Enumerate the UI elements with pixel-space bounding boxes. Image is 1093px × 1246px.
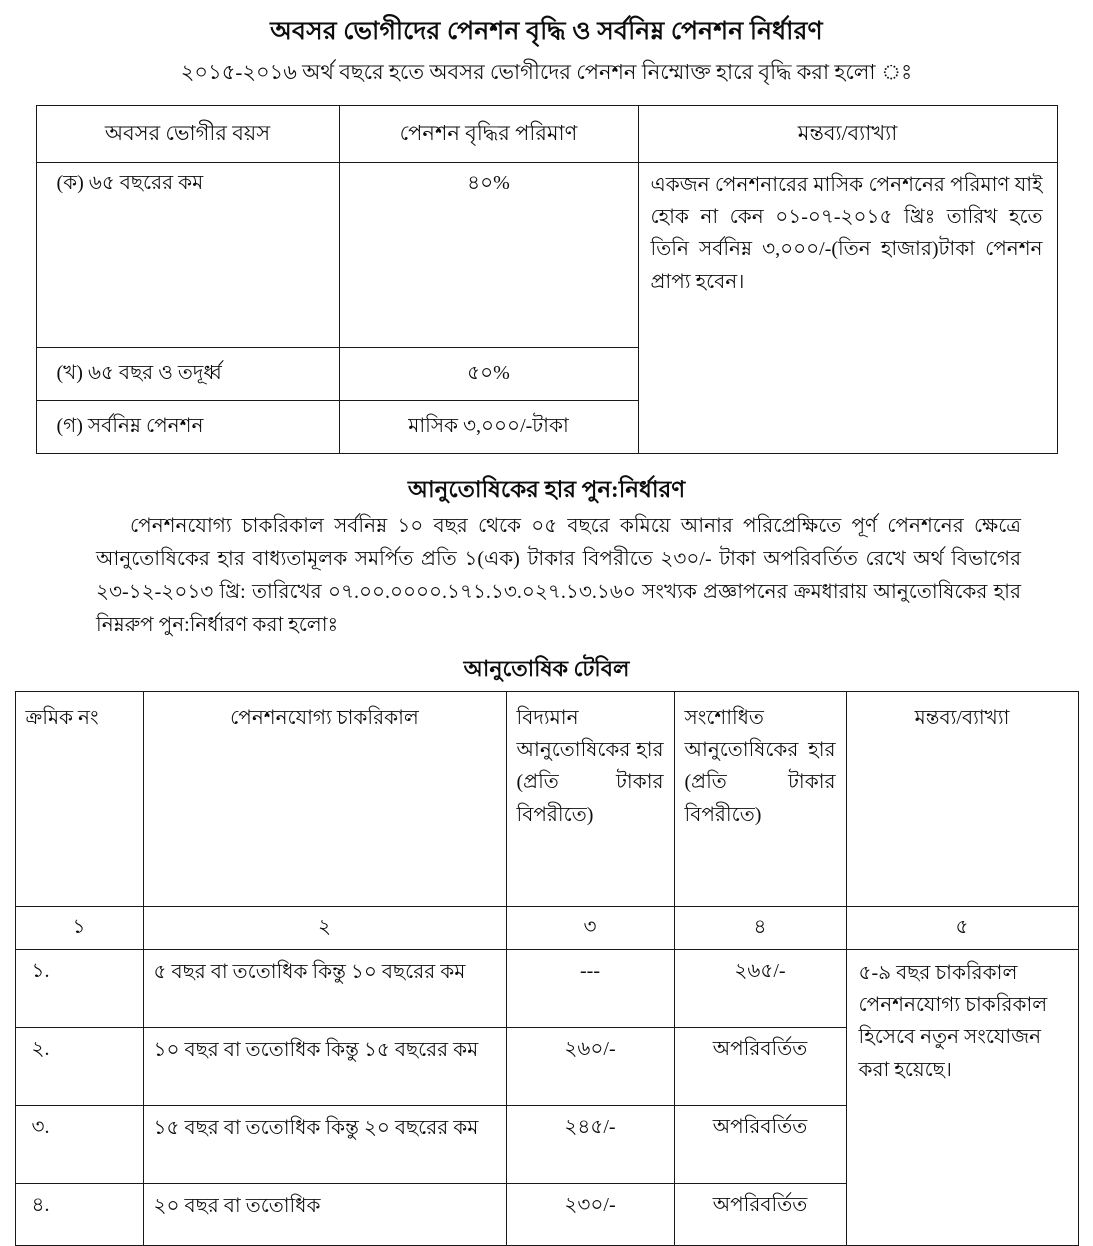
column-header-service: পেনশনযোগ্য চাকরিকাল: [143, 691, 506, 906]
column-number-2: ২: [143, 906, 506, 949]
cell-existing-3: ২৪৫/-: [506, 1105, 674, 1183]
column-header-existing-rate: বিদ্যমান আনুতোষিকের হার (প্রতি টাকার বিপরীতে): [506, 691, 674, 906]
gratuity-table-heading: আনুতোষিক টেবিল: [463, 656, 630, 682]
cell-service-4: ২০ বছর বা ততোধিক: [143, 1183, 506, 1245]
document-page: [0, 16, 1093, 1217]
column-header-increase: পেনশন বৃদ্ধির পরিমাণ: [339, 105, 638, 162]
cell-remarks-note: ৫-৯ বছর চাকরিকাল পেনশনযোগ্য চাকরিকাল হিসেবে নতুন সংযোজন করা হয়েছে।: [846, 949, 1078, 1245]
cell-age-ga: (গ) সর্বনিম্ন পেনশন: [36, 400, 339, 453]
cell-existing-2: ২৬০/-: [506, 1027, 674, 1105]
column-number-3: ৩: [506, 906, 674, 949]
cell-increase-ka: ৪০%: [339, 162, 638, 347]
cell-existing-1: ---: [506, 949, 674, 1027]
pension-increase-table: [36, 105, 1058, 454]
column-number-5: ৫: [846, 906, 1078, 949]
gratuity-section-heading: আনুতোষিকের হার পুন:নির্ধারণ: [407, 476, 686, 502]
table-header-row: [36, 105, 1057, 162]
cell-serial-2: ২.: [15, 1027, 143, 1105]
cell-service-3: ১৫ বছর বা ততোধিক কিন্তু ২০ বছরের কম: [143, 1105, 506, 1183]
column-header-revised-rate: সংশোধিত আনুতোষিকের হার (প্রতি টাকার বিপরীতে): [674, 691, 846, 906]
column-header-age: অবসর ভোগীর বয়স: [36, 105, 339, 162]
table-row: [36, 162, 1057, 347]
cell-service-2: ১০ বছর বা ততোধিক কিন্তু ১৫ বছরের কম: [143, 1027, 506, 1105]
column-number-4: ৪: [674, 906, 846, 949]
page-title: অবসর ভোগীদের পেনশন বৃদ্ধি ও সর্বনিম্ন পেনশন নির্ধারণ: [270, 18, 823, 45]
column-header-serial: ক্রমিক নং: [15, 691, 143, 906]
cell-revised-3: অপরিবর্তিত: [674, 1105, 846, 1183]
cell-remarks-minimum-pension: একজন পেনশনারের মাসিক পেনশনের পরিমাণ যাই হোক না কেন ০১-০৭-২০১৫ খ্রিঃ তারিখ হতে তিনি সর্বনিম্ন ৩,০০০/-(তিন হাজার)টাকা পেনশন প্রাপ্য হবেন।: [638, 162, 1057, 453]
cell-serial-1: ১.: [15, 949, 143, 1027]
cell-age-kha: (খ) ৬৫ বছর ও তদূর্ধ্ব: [36, 347, 339, 400]
document-subtitle: ২০১৫-২০১৬ অর্থ বছরে হতে অবসর ভোগীদের পেনশন নিম্মোক্ত হারে বৃদ্ধি করা হলো ঃ: [180, 60, 913, 85]
cell-existing-4: ২৩০/-: [506, 1183, 674, 1245]
cell-age-ka: (ক) ৬৫ বছরের কম: [36, 162, 339, 347]
cell-service-1: ৫ বছর বা ততোধিক কিন্তু ১০ বছরের কম: [143, 949, 506, 1027]
table-row: [15, 949, 1078, 1027]
cell-serial-4: ৪.: [15, 1183, 143, 1245]
cell-revised-1: ২৬৫/-: [674, 949, 846, 1027]
cell-revised-2: অপরিবর্তিত: [674, 1027, 846, 1105]
gratuity-table: [15, 691, 1079, 1246]
cell-increase-ga: মাসিক ৩,০০০/-টাকা: [339, 400, 638, 453]
cell-serial-3: ৩.: [15, 1105, 143, 1183]
cell-increase-kha: ৫০%: [339, 347, 638, 400]
column-header-remarks: মন্তব্য/ব্যাখ্যা: [846, 691, 1078, 906]
gratuity-paragraph: পেনশনযোগ্য চাকরিকাল সর্বনিম্ন ১০ বছর থেকে ০৫ বছরে কমিয়ে আনার পরিপ্রেক্ষিতে পূর্ণ পেনশনের ক্ষেত্রে আনুতোষিকের হার বাধ্যতামূলক সমর্পিত প্রতি ১(এক) টাকার বিপরীতে ২৩০/- টাকা অপরিবর্তিত রেখে অর্থ বিভাগের ২৩-১২-২০১৩ খ্রি: তারিখের ০৭.০০.০০০০.১৭১.১৩.০২৭.১৩.১৬০ সংখ্যক প্রজ্ঞাপনের ক্রমধারায় আনুতোষিকের হার নিম্নরুপ পুন:নির্ধারণ করা হলোঃ: [96, 515, 1021, 637]
cell-revised-4: অপরিবর্তিত: [674, 1183, 846, 1245]
column-header-remarks: মন্তব্য/ব্যাখ্যা: [638, 105, 1057, 162]
column-number-row: [15, 906, 1078, 949]
table-header-row: [15, 691, 1078, 906]
column-number-1: ১: [15, 906, 143, 949]
